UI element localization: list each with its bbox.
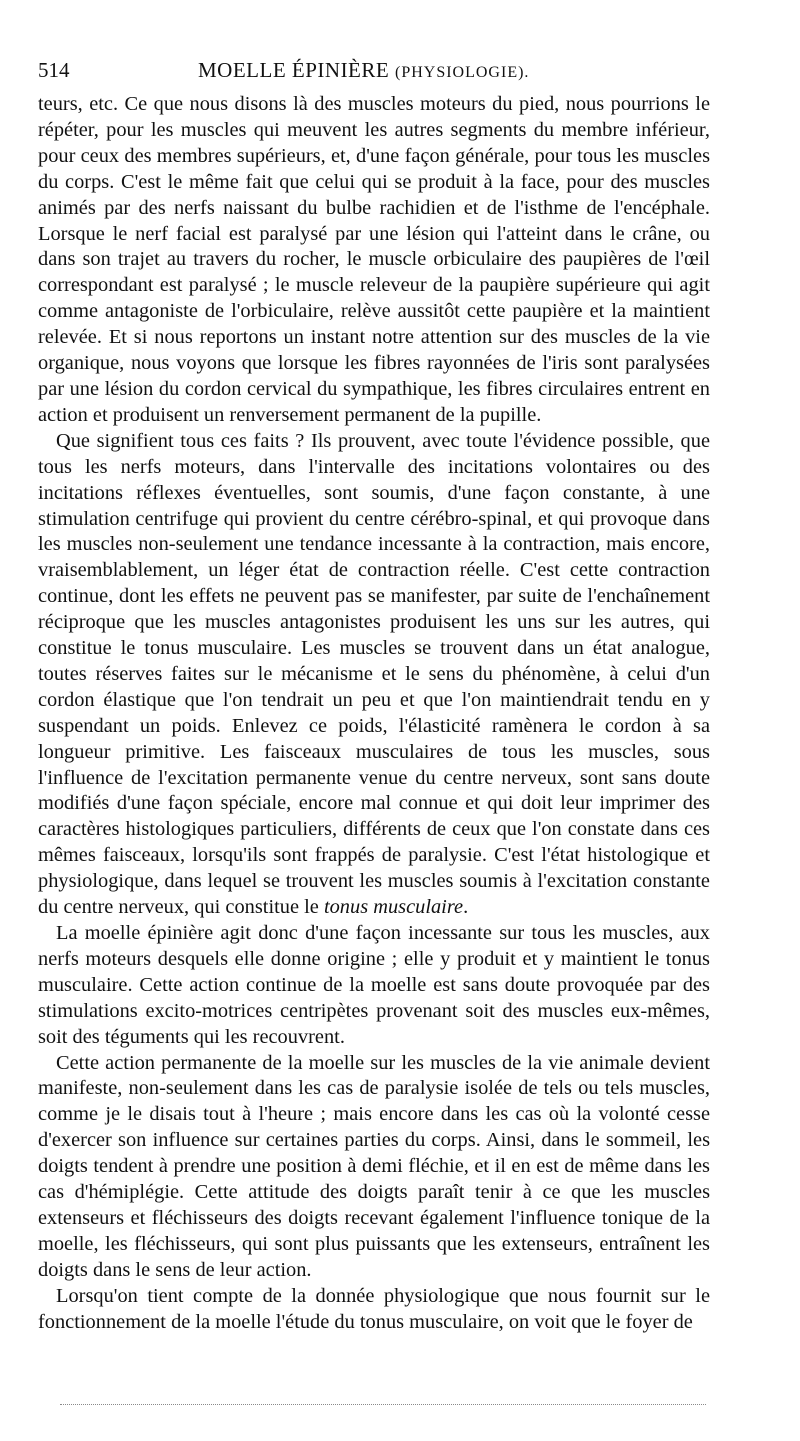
paragraph-2-text: Que signifient tous ces faits ? Ils prouvent, avec toute l'évidence possible, que tous les nerfs moteurs, dans l'intervalle des incitations volontaires ou des incitations réflexes éventuelles, sont soumis, d'une façon constante, à une stimulation centrifuge qui provient du centre cérébro-spinal, et qui provoque dans les muscles non-seulement une tendance incessante à la contraction, mais encore, vraisemblablement, un léger état de contraction réelle. C'est cette contraction continue, dont les effets ne peuvent pas se manifester, par suite de l'enchaînement réciproque que les muscles antagonistes produisent les uns sur les autres, qui constitue le tonus musculaire. Les muscles se trouvent dans un état analogue, toutes réserves faites sur le mécanisme et le sens du phénomène, à celui d'un cordon élastique que l'on tendrait un peu et que l'on maintiendrait tendu en y suspendant un poids. Enlevez ce poids, l'élasticité ramènera le cordon à sa longueur primitive. Les faisceaux musculaires de tous les muscles, sous l'influence de l'excitation permanente venue du centre nerveux, sont sans doute modifiés d'une façon spéciale, encore mal connue et qui doit leur imprimer des caractères histologiques particuliers, différents de ceux que l'on constate dans ces mêmes faisceaux, lorsqu'ils sont frappés de paralysie. C'est l'état histologique et physiologique, dans lequel se trouvent les muscles soumis à l'excitation constante du centre nerveux, qui constitue le bbox=[38, 429, 710, 919]
running-head-subtitle: (PHYSIOLOGIE). bbox=[394, 64, 530, 81]
paragraph-1: teurs, etc. Ce que nous disons là des muscles moteurs du pied, nous pourrions le répéter, pour les muscles qui meuvent les autres segments du membre inférieur, pour ceux des membres supérieurs, et, d'une façon générale, pour tous les muscles du corps. C'est le même fait que celui qui se produit à la face, pour des muscles animés par des nerfs naissant du bulbe rachidien et de l'isthme de l'encéphale. Lorsque le nerf facial est paralysé par une lésion qui l'atteint dans le crâne, ou dans son trajet au travers du rocher, le muscle orbiculaire des paupières de l'œil correspondant est paralysé ; le muscle releveur de la paupière supérieure qui agit comme antagoniste de l'orbiculaire, relève aussitôt cette paupière et la maintient relevée. Et si nous reportons un instant notre attention sur des muscles de la vie organique, nous voyons que lorsque les fibres rayonnées de l'iris sont paralysées par une lésion du cordon cervical du sympathique, les fibres circulaires entrent en action et produisent un renversement permanent de la pupille. bbox=[38, 93, 710, 426]
page-number: 514 bbox=[38, 58, 70, 82]
page-header bbox=[38, 58, 738, 88]
paragraph-2 bbox=[38, 429, 710, 921]
paragraph-3: La moelle épinière agit donc d'une façon incessante sur tous les muscles, aux nerfs moteurs desquels elle donne origine ; elle y produit et y maintient le tonus musculaire. Cette action continue de la moelle est sans doute provoquée par des stimulations excito-motrices centripètes provenant soit des muscles eux-mêmes, soit des téguments qui les recouvrent. bbox=[38, 922, 710, 1048]
paragraph-5: Lorsqu'on tient compte de la donnée physiologique que nous fournit sur le fonctionnement de la moelle l'étude du tonus musculaire, on voit que le foyer de bbox=[38, 1284, 710, 1333]
paragraph-4: Cette action permanente de la moelle sur les muscles de la vie animale devient manifeste, non-seulement dans les cas de paralysie isolée de tels ou tels muscles, comme je le disais tout à l'heure ; mais encore dans les cas où la volonté cesse d'exercer son influence sur certaines parties du corps. Ainsi, dans le sommeil, les doigts tendent à prendre une position à demi fléchie, et il en est de même dans les cas d'hémiplégie. Cette attitude des doigts paraît tenir à ce que les muscles extenseurs et fléchisseurs des doigts recevant également l'influence tonique de la moelle, les fléchisseurs, qui sont plus puissants que les extenseurs, entraînent les doigts dans le sens de leur action. bbox=[38, 1051, 710, 1281]
running-head-title: MOELLE ÉPINIÈRE bbox=[198, 58, 390, 82]
footer-dotted-rule bbox=[60, 1404, 706, 1405]
paragraph-2-tail: . bbox=[463, 896, 469, 919]
tonus-musculaire-term: tonus musculaire bbox=[323, 896, 464, 919]
running-head bbox=[198, 58, 529, 83]
body-text bbox=[38, 92, 710, 1336]
